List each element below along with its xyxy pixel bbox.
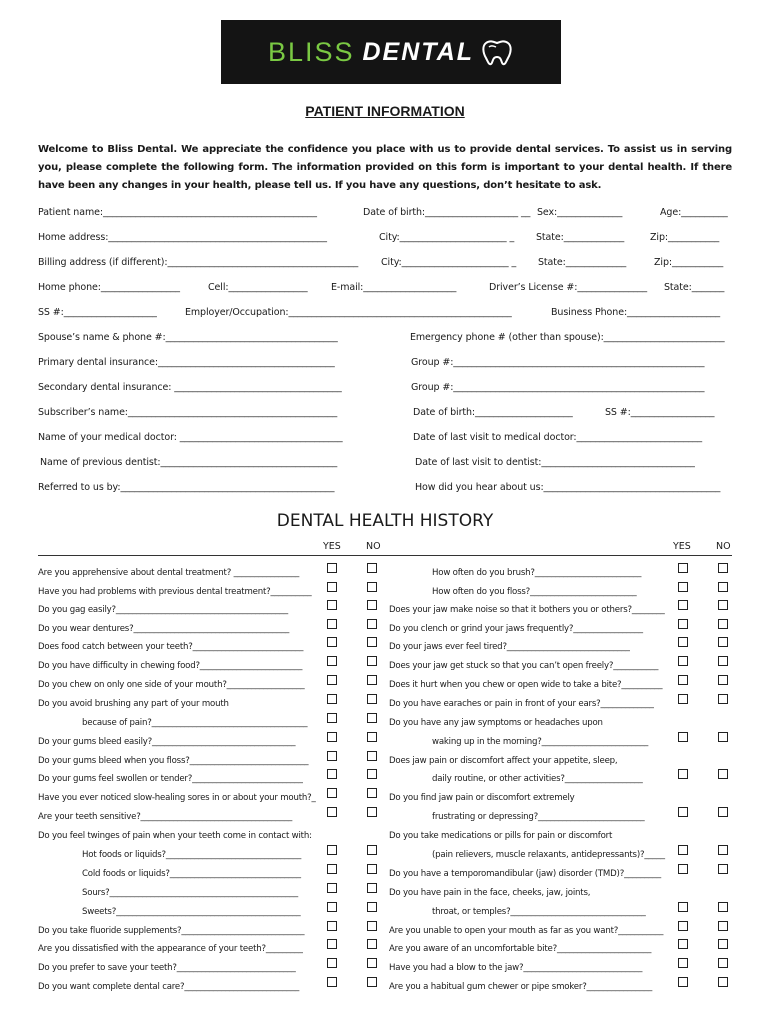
form-field-20: Spouse’s name & phone #:_____________________________________ xyxy=(38,332,338,343)
question-left-11: Do your gums feel swollen or tender?___________________________ xyxy=(38,774,303,784)
yes-checkbox-left-6[interactable] xyxy=(327,675,337,685)
question-right-22: Are you a habitual gum chewer or pipe smoker?________________ xyxy=(389,982,653,992)
yes-checkbox-right-22[interactable] xyxy=(678,977,688,987)
no-column-header-left: NO xyxy=(366,541,381,552)
yes-checkbox-right-18[interactable] xyxy=(678,902,688,912)
question-left-14: Do you feel twinges of pain when your teeth come in contact with: xyxy=(38,831,312,841)
question-right-0: How often do you brush?__________________________ xyxy=(432,568,642,578)
yes-checkbox-right-13[interactable] xyxy=(678,807,688,817)
no-checkbox-right-5[interactable] xyxy=(718,656,728,666)
no-checkbox-left-9[interactable] xyxy=(367,732,377,742)
question-left-6: Do you chew on only one side of your mouth?___________________ xyxy=(38,680,305,690)
yes-checkbox-right-6[interactable] xyxy=(678,675,688,685)
form-field-21: Emergency phone # (other than spouse):__________________________ xyxy=(410,332,725,343)
yes-column-header-right: YES xyxy=(673,541,691,552)
yes-checkbox-right-15[interactable] xyxy=(678,845,688,855)
question-right-18: throat, or temples?_________________________________ xyxy=(432,907,646,917)
yes-checkbox-left-22[interactable] xyxy=(327,977,337,987)
no-checkbox-left-20[interactable] xyxy=(367,939,377,949)
question-left-5: Do you have difficulty in chewing food?_________________________ xyxy=(38,661,303,671)
yes-checkbox-left-19[interactable] xyxy=(327,921,337,931)
form-field-31: Name of previous dentist:______________________________________ xyxy=(40,457,338,468)
question-left-15: Hot foods or liquids?_________________________________ xyxy=(82,850,302,860)
no-checkbox-left-3[interactable] xyxy=(367,619,377,629)
yes-checkbox-right-4[interactable] xyxy=(678,637,688,647)
form-field-32: Date of last visit to dentist:_________________________________ xyxy=(415,457,695,468)
yes-checkbox-right-7[interactable] xyxy=(678,694,688,704)
no-checkbox-left-6[interactable] xyxy=(367,675,377,685)
no-checkbox-right-6[interactable] xyxy=(718,675,728,685)
form-field-2: Sex:______________ xyxy=(537,207,623,218)
no-checkbox-right-22[interactable] xyxy=(718,977,728,987)
yes-checkbox-right-2[interactable] xyxy=(678,600,688,610)
yes-checkbox-left-17[interactable] xyxy=(327,883,337,893)
form-field-11: Zip:___________ xyxy=(654,257,724,268)
form-field-10: State:_____________ xyxy=(538,257,627,268)
question-right-19: Are you unable to open your mouth as far as you want?___________ xyxy=(389,926,664,936)
no-checkbox-right-9[interactable] xyxy=(718,732,728,742)
form-field-28: SS #:__________________ xyxy=(605,407,715,418)
no-checkbox-left-11[interactable] xyxy=(367,769,377,779)
question-left-13: Are your teeth sensitive?_____________________________________ xyxy=(38,812,293,822)
question-right-13: frustrating or depressing?__________________________ xyxy=(432,812,645,822)
form-field-24: Secondary dental insurance: ____________________________________ xyxy=(38,382,342,393)
yes-checkbox-right-20[interactable] xyxy=(678,939,688,949)
no-checkbox-right-21[interactable] xyxy=(718,958,728,968)
no-checkbox-left-19[interactable] xyxy=(367,921,377,931)
no-checkbox-left-0[interactable] xyxy=(367,563,377,573)
yes-checkbox-left-21[interactable] xyxy=(327,958,337,968)
yes-checkbox-left-10[interactable] xyxy=(327,751,337,761)
form-field-29: Name of your medical doctor: ___________________________________ xyxy=(38,432,343,443)
question-right-4: Do your jaws ever feel tired?______________________________ xyxy=(389,642,630,652)
question-left-19: Do you take fluoride supplements?______________________________ xyxy=(38,926,305,936)
question-left-4: Does food catch between your teeth?___________________________ xyxy=(38,642,304,652)
yes-checkbox-left-8[interactable] xyxy=(327,713,337,723)
yes-checkbox-left-7[interactable] xyxy=(327,694,337,704)
yes-checkbox-right-16[interactable] xyxy=(678,864,688,874)
yes-checkbox-right-19[interactable] xyxy=(678,921,688,931)
form-field-30: Date of last visit to medical doctor:___________________________ xyxy=(413,432,703,443)
no-checkbox-right-3[interactable] xyxy=(718,619,728,629)
question-left-8: because of pain?______________________________________ xyxy=(82,718,308,728)
yes-checkbox-left-16[interactable] xyxy=(327,864,337,874)
no-checkbox-right-2[interactable] xyxy=(718,600,728,610)
question-left-20: Are you dissatisfied with the appearance of your teeth?_________ xyxy=(38,944,303,954)
form-field-7: Zip:___________ xyxy=(650,232,720,243)
no-checkbox-right-7[interactable] xyxy=(718,694,728,704)
form-field-3: Age:__________ xyxy=(660,207,728,218)
yes-checkbox-right-0[interactable] xyxy=(678,563,688,573)
no-checkbox-left-22[interactable] xyxy=(367,977,377,987)
yes-checkbox-left-2[interactable] xyxy=(327,600,337,610)
no-checkbox-left-13[interactable] xyxy=(367,807,377,817)
no-checkbox-right-19[interactable] xyxy=(718,921,728,931)
form-field-16: State:_______ xyxy=(664,282,725,293)
form-field-5: City:_______________________ _ xyxy=(379,232,515,243)
form-field-0: Patient name:______________________________________________ xyxy=(38,207,317,218)
question-left-12: Have you ever noticed slow-healing sores in or about your mouth?_ xyxy=(38,793,316,803)
intro-paragraph: Welcome to Bliss Dental. We appreciate the confidence you place with us to provide dental services. To assist us in serving you, please complete the following form. The information provided on this form is important to your dental health. If there have been any changes in your health, please tell us. If you have any questions, don’t hesitate to ask. xyxy=(38,144,732,191)
question-left-2: Do you gag easily?__________________________________________ xyxy=(38,605,288,615)
question-right-7: Do you have earaches or pain in front of your ears?_____________ xyxy=(389,699,654,709)
question-right-9: waking up in the morning?__________________________ xyxy=(432,737,649,747)
question-right-17: Do you have pain in the face, cheeks, jaw, joints, xyxy=(389,888,591,898)
question-right-21: Have you had a blow to the jaw?_____________________________ xyxy=(389,963,643,973)
question-left-0: Are you apprehensive about dental treatment? ________________ xyxy=(38,568,300,578)
yes-checkbox-left-1[interactable] xyxy=(327,582,337,592)
yes-checkbox-right-21[interactable] xyxy=(678,958,688,968)
no-checkbox-left-17[interactable] xyxy=(367,883,377,893)
form-field-18: Employer/Occupation:________________________________________________ xyxy=(185,307,512,318)
question-left-16: Cold foods or liquids?________________________________ xyxy=(82,869,301,879)
no-checkbox-right-13[interactable] xyxy=(718,807,728,817)
no-checkbox-left-18[interactable] xyxy=(367,902,377,912)
history-title: DENTAL HEALTH HISTORY xyxy=(276,511,494,531)
form-field-13: Cell:_________________ xyxy=(208,282,308,293)
no-checkbox-right-15[interactable] xyxy=(718,845,728,855)
yes-checkbox-left-20[interactable] xyxy=(327,939,337,949)
yes-checkbox-right-9[interactable] xyxy=(678,732,688,742)
yes-checkbox-left-3[interactable] xyxy=(327,619,337,629)
yes-checkbox-left-18[interactable] xyxy=(327,902,337,912)
no-checkbox-left-1[interactable] xyxy=(367,582,377,592)
question-left-21: Do you prefer to save your teeth?_____________________________ xyxy=(38,963,296,973)
form-field-23: Group #:______________________________________________________ xyxy=(411,357,705,368)
no-checkbox-right-18[interactable] xyxy=(718,902,728,912)
question-right-3: Do you clench or grind your jaws frequently?_________________ xyxy=(389,624,643,634)
question-left-22: Do you want complete dental care?____________________________ xyxy=(38,982,300,992)
no-checkbox-left-4[interactable] xyxy=(367,637,377,647)
question-right-5: Does your jaw get stuck so that you can’t open freely?___________ xyxy=(389,661,659,671)
yes-checkbox-left-0[interactable] xyxy=(327,563,337,573)
no-checkbox-left-12[interactable] xyxy=(367,788,377,798)
question-right-10: Does jaw pain or discomfort affect your appetite, sleep, xyxy=(389,756,618,766)
no-checkbox-left-15[interactable] xyxy=(367,845,377,855)
question-right-12: Do you find jaw pain or discomfort extremely xyxy=(389,793,575,803)
question-left-1: Have you had problems with previous dental treatment?__________ xyxy=(38,587,312,597)
yes-checkbox-right-5[interactable] xyxy=(678,656,688,666)
no-checkbox-right-20[interactable] xyxy=(718,939,728,949)
yes-checkbox-left-15[interactable] xyxy=(327,845,337,855)
question-left-7: Do you avoid brushing any part of your mouth xyxy=(38,699,229,709)
form-field-1: Date of birth:____________________ __ xyxy=(363,207,531,218)
form-field-22: Primary dental insurance:______________________________________ xyxy=(38,357,335,368)
yes-checkbox-right-3[interactable] xyxy=(678,619,688,629)
form-field-12: Home phone:_________________ xyxy=(38,282,180,293)
question-right-2: Does your jaw make noise so that it bothers you or others?________ xyxy=(389,605,665,615)
form-field-25: Group #:______________________________________________________ xyxy=(411,382,705,393)
question-right-14: Do you take medications or pills for pain or discomfort xyxy=(389,831,613,841)
bliss-dental-logo xyxy=(221,20,561,84)
yes-checkbox-left-11[interactable] xyxy=(327,769,337,779)
form-field-17: SS #:____________________ xyxy=(38,307,157,318)
no-checkbox-right-11[interactable] xyxy=(718,769,728,779)
no-checkbox-left-7[interactable] xyxy=(367,694,377,704)
no-column-header-right: NO xyxy=(716,541,731,552)
question-left-17: Sours?______________________________________________ xyxy=(82,888,298,898)
no-checkbox-left-16[interactable] xyxy=(367,864,377,874)
page-title: PATIENT INFORMATION xyxy=(305,103,465,119)
form-field-9: City:_______________________ _ xyxy=(381,257,517,268)
question-left-10: Do your gums bleed when you floss?_____________________________ xyxy=(38,756,309,766)
yes-column-header-left: YES xyxy=(323,541,341,552)
form-field-26: Subscriber’s name:_____________________________________________ xyxy=(38,407,338,418)
yes-checkbox-left-4[interactable] xyxy=(327,637,337,647)
no-checkbox-right-0[interactable] xyxy=(718,563,728,573)
no-checkbox-left-5[interactable] xyxy=(367,656,377,666)
form-field-8: Billing address (if different):_________________________________________ xyxy=(38,257,359,268)
form-field-14: E-mail:____________________ xyxy=(331,282,457,293)
form-field-6: State:_____________ xyxy=(536,232,625,243)
no-checkbox-left-10[interactable] xyxy=(367,751,377,761)
no-checkbox-right-4[interactable] xyxy=(718,637,728,647)
question-right-1: How often do you floss?__________________________ xyxy=(432,587,637,597)
no-checkbox-left-21[interactable] xyxy=(367,958,377,968)
yes-checkbox-left-13[interactable] xyxy=(327,807,337,817)
form-field-34: How did you hear about us:______________________________________ xyxy=(415,482,721,493)
question-right-11: daily routine, or other activities?___________________ xyxy=(432,774,643,784)
tooth-icon xyxy=(480,37,514,67)
logo-word-bliss: BLISS xyxy=(267,36,355,67)
logo-word-dental: DENTAL xyxy=(362,37,475,66)
no-checkbox-left-8[interactable] xyxy=(367,713,377,723)
question-right-8: Do you have any jaw symptoms or headaches upon xyxy=(389,718,603,728)
no-checkbox-right-16[interactable] xyxy=(718,864,728,874)
no-checkbox-left-2[interactable] xyxy=(367,600,377,610)
form-field-4: Home address:_______________________________________________ xyxy=(38,232,327,243)
form-field-15: Driver’s License #:_______________ xyxy=(489,282,648,293)
yes-checkbox-left-12[interactable] xyxy=(327,788,337,798)
form-field-27: Date of birth:_____________________ xyxy=(413,407,573,418)
no-checkbox-right-1[interactable] xyxy=(718,582,728,592)
yes-checkbox-left-9[interactable] xyxy=(327,732,337,742)
question-right-16: Do you have a temporomandibular (jaw) disorder (TMD)?_________ xyxy=(389,869,661,879)
question-left-18: Sweets?_____________________________________________ xyxy=(82,907,301,917)
form-field-33: Referred to us by:______________________________________________ xyxy=(38,482,335,493)
yes-checkbox-right-11[interactable] xyxy=(678,769,688,779)
yes-checkbox-left-5[interactable] xyxy=(327,656,337,666)
form-field-19: Business Phone:____________________ xyxy=(551,307,721,318)
yes-checkbox-right-1[interactable] xyxy=(678,582,688,592)
question-right-15: (pain relievers, muscle relaxants, antidepressants)?_____ xyxy=(432,850,665,860)
question-left-9: Do your gums bleed easily?___________________________________ xyxy=(38,737,296,747)
question-right-20: Are you aware of an uncomfortable bite?_______________________ xyxy=(389,944,652,954)
history-divider xyxy=(38,555,732,556)
question-right-6: Does it hurt when you chew or open wide to take a bite?__________ xyxy=(389,680,663,690)
question-left-3: Do you wear dentures?______________________________________ xyxy=(38,624,290,634)
